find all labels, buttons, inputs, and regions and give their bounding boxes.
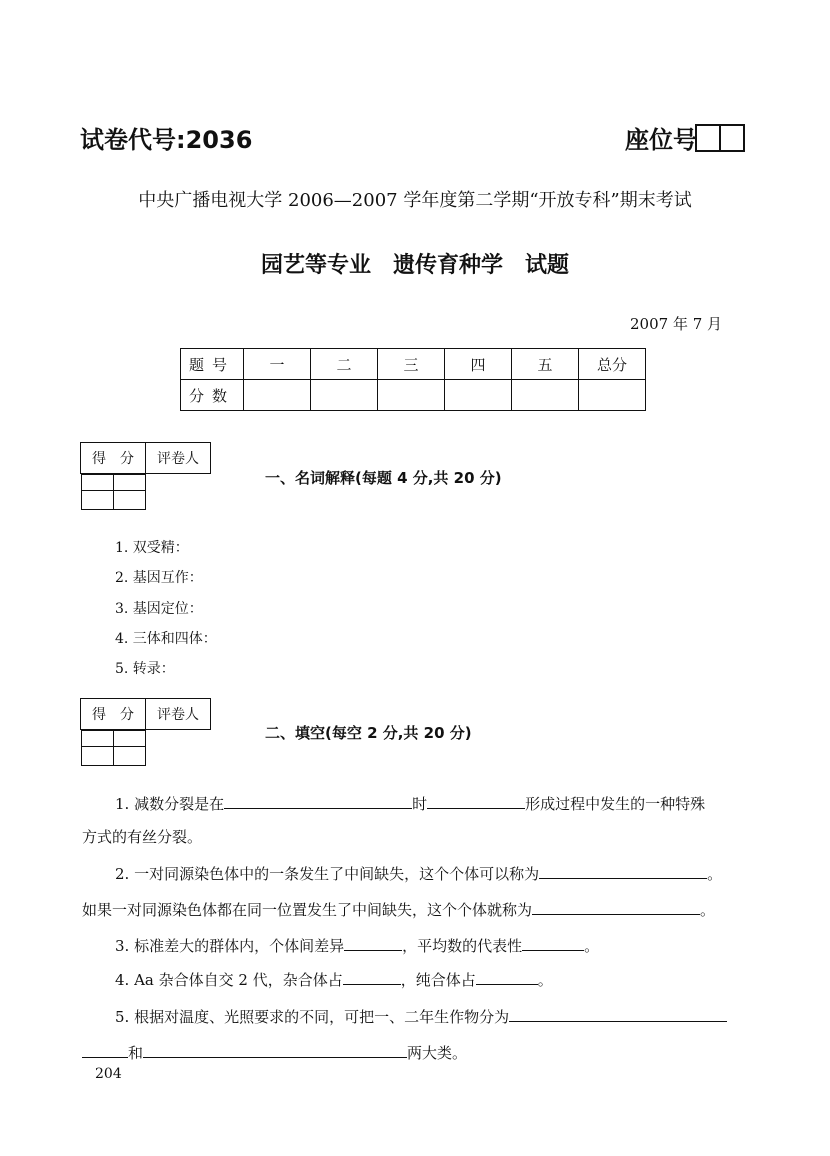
- list-item: 5. 转录：: [115, 661, 175, 677]
- score-table-col: 总分: [579, 349, 646, 380]
- exam-date: 2007 年 7 月: [630, 315, 723, 333]
- question-2-continued: [82, 898, 715, 920]
- score-table-col: 四: [445, 349, 512, 380]
- seat-box-2: [719, 124, 745, 152]
- score-cell: [378, 380, 445, 411]
- seat-label: 座位号: [625, 126, 697, 154]
- answer-blank: [344, 934, 402, 951]
- question-text: ，平均数的代表性: [402, 937, 523, 955]
- score-table-label: 题号: [181, 349, 244, 380]
- question-text: 4. Aa 杂合体自交 2 代，杂合体占: [115, 971, 343, 989]
- exam-title: 园艺等专业 遗传育种学 试题: [260, 253, 569, 278]
- answer-blank: [476, 968, 538, 985]
- score-cell: [311, 380, 378, 411]
- grader-label: 评卷人: [146, 443, 211, 474]
- question-5-continued: [82, 1041, 467, 1063]
- grader-cell: [113, 475, 145, 510]
- question-text: 形成过程中发生的一种特殊: [525, 795, 706, 813]
- question-5: [115, 1005, 727, 1027]
- list-item: 3. 基因定位：: [115, 601, 203, 617]
- score-cell: [244, 380, 311, 411]
- answer-blank: [343, 968, 401, 985]
- question-2: [115, 862, 722, 884]
- score-table-label: 分数: [181, 380, 244, 411]
- question-4: [115, 968, 553, 990]
- score-table-score-row: [181, 380, 646, 411]
- score-cell: [512, 380, 579, 411]
- grader-box-section2: [80, 698, 211, 751]
- question-text: 和: [128, 1044, 144, 1062]
- score-table-col: 五: [512, 349, 579, 380]
- seat-number: [625, 120, 745, 155]
- question-text: 。: [537, 971, 553, 989]
- exam-code: 试卷代号:2036: [80, 126, 253, 154]
- list-item: 1. 双受精：: [115, 540, 189, 556]
- question-text: 如果一对同源染色体都在同一位置发生了中间缺失，这个个体就称为: [82, 901, 533, 919]
- score-cell: [81, 475, 113, 510]
- question-text: 5. 根据对温度、光照要求的不同，可把一、二年生作物分为: [115, 1008, 510, 1026]
- section2-heading: 二、填空(每空 2 分,共 20 分): [265, 724, 472, 742]
- grader-box-section1: [80, 442, 211, 495]
- page-number: 204: [95, 1066, 122, 1082]
- score-label: 得 分: [81, 699, 146, 730]
- list-item: 4. 三体和四体：: [115, 631, 217, 647]
- score-cell: [445, 380, 512, 411]
- school-line: 中央广播电视大学 2006—2007 学年度第二学期“开放专科”期末考试: [138, 190, 692, 211]
- question-text: 。: [584, 937, 600, 955]
- score-label: 得 分: [81, 443, 146, 474]
- score-table-header-row: [181, 349, 646, 380]
- seat-box-1: [695, 124, 721, 152]
- score-cell: [579, 380, 646, 411]
- answer-blank: [539, 862, 707, 879]
- grader-label: 评卷人: [146, 699, 211, 730]
- question-text: 两大类。: [407, 1044, 468, 1062]
- question-text: 。: [700, 901, 716, 919]
- grader-cell: [113, 731, 145, 766]
- question-text: 。: [707, 865, 723, 883]
- score-table: [180, 348, 646, 411]
- question-text: 1. 减数分裂是在: [115, 795, 225, 813]
- score-table-col: 三: [378, 349, 445, 380]
- question-1: [115, 792, 705, 814]
- score-table-col: 二: [311, 349, 378, 380]
- list-item: 2. 基因互作：: [115, 570, 203, 586]
- answer-blank: [427, 792, 525, 809]
- answer-blank: [143, 1041, 407, 1058]
- question-1-continued: 方式的有丝分裂。: [82, 828, 203, 846]
- answer-blank: [224, 792, 412, 809]
- section1-heading: 一、名词解释(每题 4 分,共 20 分): [265, 469, 502, 487]
- question-text: 2. 一对同源染色体中的一条发生了中间缺失，这个个体可以称为: [115, 865, 540, 883]
- question-text: 3. 标准差大的群体内，个体间差异: [115, 937, 345, 955]
- answer-blank: [532, 898, 700, 915]
- answer-blank: [522, 934, 584, 951]
- question-text: 时: [412, 795, 428, 813]
- answer-blank: [509, 1005, 727, 1022]
- question-3: [115, 934, 599, 956]
- question-text: ，纯合体占: [400, 971, 476, 989]
- score-table-col: 一: [244, 349, 311, 380]
- answer-blank: [82, 1041, 128, 1058]
- score-cell: [81, 731, 113, 766]
